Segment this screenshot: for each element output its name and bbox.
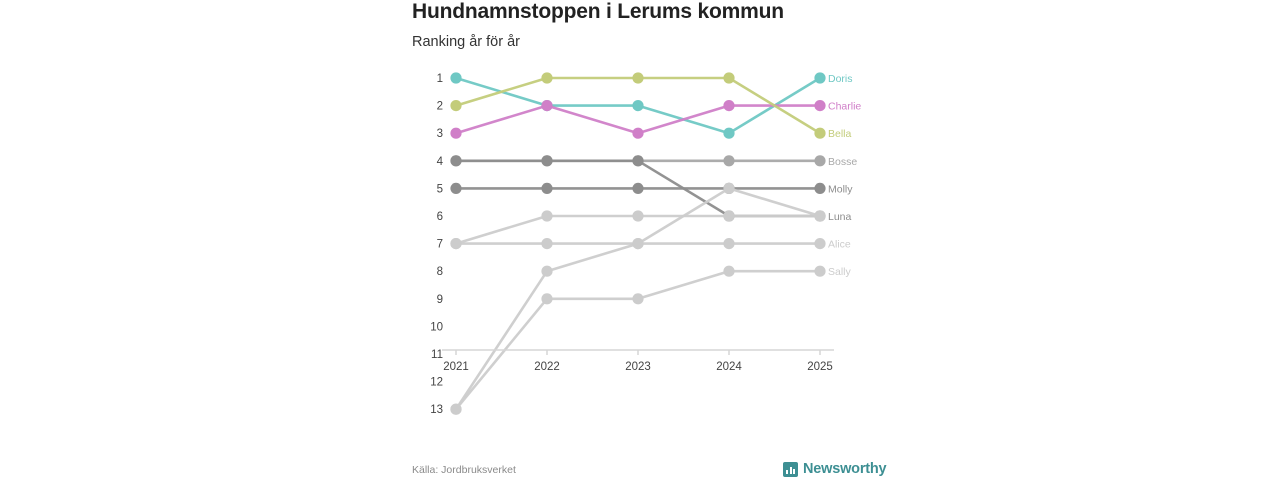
series-point [632,210,643,221]
series-end-label: Luna [828,211,852,223]
x-axis-tick: 2024 [716,361,742,373]
series-point [814,100,825,111]
y-axis-tick: 10 [430,321,443,334]
series-point [632,293,643,304]
series-point [450,100,461,111]
source-note: Källa: Jordbruksverket [412,464,516,476]
series-end-label: Sally [828,266,851,279]
y-axis-tick: 3 [436,128,443,141]
y-axis-tick: 5 [436,183,443,196]
y-axis-tick: 2 [436,100,443,113]
series-end-label: Bosse [828,155,858,168]
y-axis-tick: 9 [436,293,443,306]
series-point [450,404,461,415]
y-axis-tick: 13 [430,404,443,417]
series-point [814,72,825,83]
y-axis-tick: 4 [436,155,443,168]
series-point [723,266,734,277]
series-end-label: Molly [828,183,853,196]
series-point [450,238,461,249]
series-point [450,183,461,194]
series-point [723,183,734,194]
series-point [814,238,825,249]
series-point [723,210,734,221]
series-point [541,210,552,221]
y-axis-tick: 11 [431,349,443,361]
x-axis-tick: 2022 [534,361,560,373]
series-point [541,100,552,111]
series-point [814,210,825,221]
series-point [541,72,552,83]
series-end-label: Alice [828,238,851,251]
series-end-label: Charlie [828,100,862,113]
series-line [456,271,820,409]
y-axis-tick: 12 [430,376,443,389]
y-axis-tick: 8 [436,266,443,279]
series-point [541,293,552,304]
series-point [541,238,552,249]
page-title: Hundnamnstoppen i Lerums kommun [412,0,784,23]
series-point [814,128,825,139]
series-point [541,266,552,277]
brand-logo [783,461,886,477]
series-point [632,128,643,139]
series-point [723,72,734,83]
x-axis-tick: 2025 [807,361,833,373]
x-axis-tick: 2021 [443,361,469,373]
series-point [723,155,734,166]
y-axis-tick: 1 [436,73,443,85]
y-axis-tick: 6 [436,211,443,223]
series-end-label: Doris [828,73,853,85]
chart-container [412,62,882,442]
series-point [814,155,825,166]
series-point [723,100,734,111]
brand-name: Newsworthy [803,461,887,477]
y-axis-tick: 7 [436,238,443,251]
series-point [450,155,461,166]
series-point [632,100,643,111]
slope-chart [412,62,882,442]
series-point [450,128,461,139]
series-point [632,155,643,166]
newsworthy-bars-icon [783,462,798,477]
series-point [632,72,643,83]
series-point [632,238,643,249]
x-axis-tick: 2023 [625,361,651,373]
series-point [632,183,643,194]
series-point [723,128,734,139]
series-point [541,155,552,166]
series-point [723,238,734,249]
series-point [541,183,552,194]
series-end-label: Bella [828,128,852,141]
chart-subtitle: Ranking år för år [412,34,520,50]
series-point [450,72,461,83]
series-point [814,183,825,194]
series-point [814,266,825,277]
